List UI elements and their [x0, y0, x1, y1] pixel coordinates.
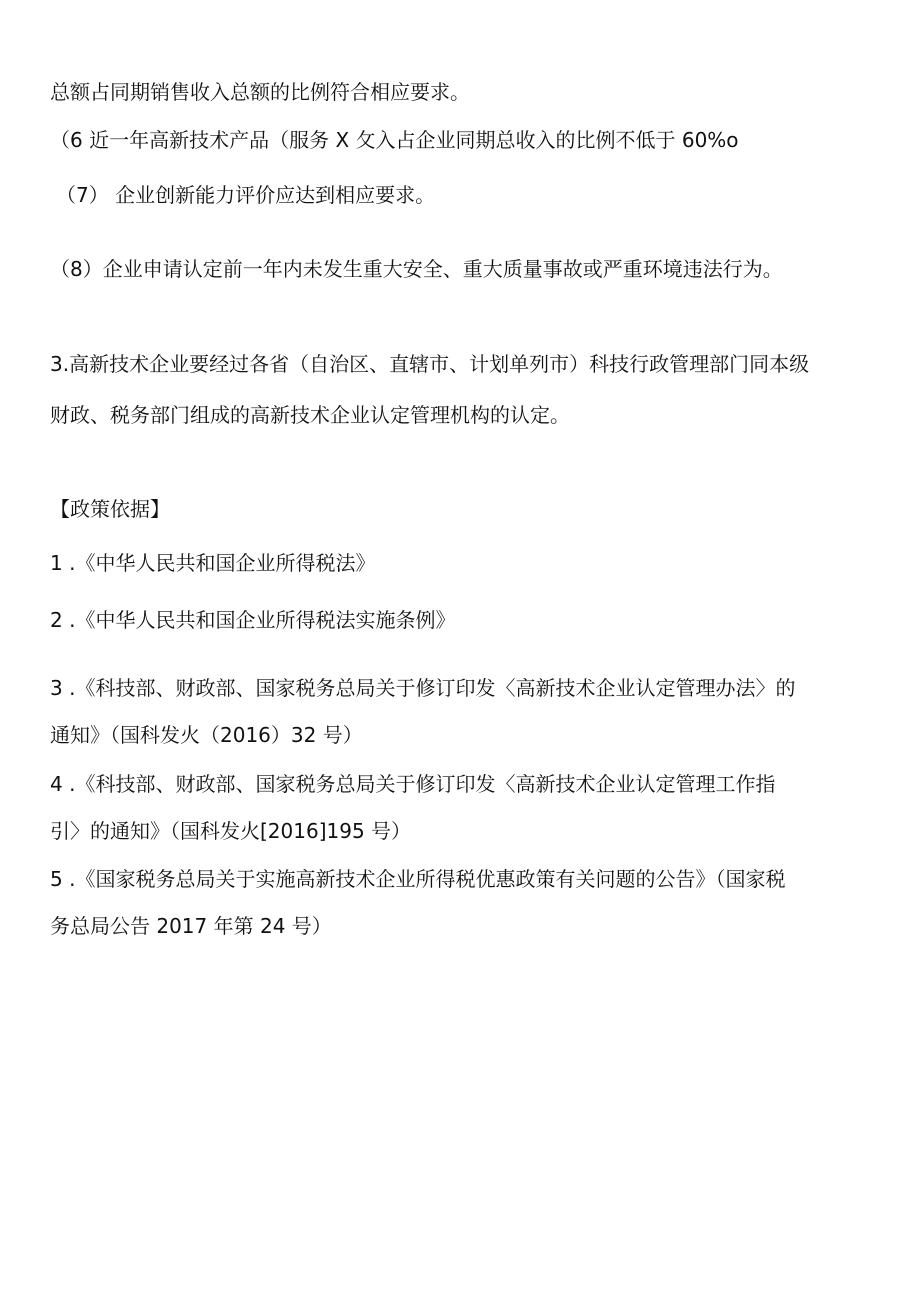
policy-item-3-line-1: 3 .《科技部、财政部、国家税务总局关于修订印发〈高新技术企业认定管理办法〉的 — [50, 676, 796, 700]
policy-item-4-line-2: 引〉的通知》（国科发火[2016]195 号） — [50, 819, 412, 843]
requirement-continuation: 总额占同期销售收入总额的比例符合相应要求。 — [50, 80, 470, 104]
policy-item-5-line-1: 5 .《国家税务总局关于实施高新技术企业所得税优惠政策有关问题的公告》（国家税 — [50, 867, 786, 891]
requirement-6: （6 近一年高新技术产品（服务 X 攵入占企业同期总收入的比例不低于 60%o — [50, 128, 739, 152]
policy-item-5-line-2: 务总局公告 2017 年第 24 号） — [50, 914, 332, 938]
policy-basis-heading: 【政策依据】 — [50, 497, 170, 521]
policy-item-4-line-1: 4 .《科技部、财政部、国家税务总局关于修订印发〈高新技术企业认定管理工作指 — [50, 772, 776, 796]
policy-item-1: 1 .《中华人民共和国企业所得税法》 — [50, 551, 376, 575]
policy-item-2: 2 .《中华人民共和国企业所得税法实施条例》 — [50, 608, 456, 632]
item-3-line-1: 3.高新技术企业要经过各省（自治区、直辖市、计划单列市）科技行政管理部门同本级 — [50, 352, 810, 376]
requirement-8: （8）企业申请认定前一年内未发生重大安全、重大质量事故或严重环境违法行为。 — [50, 257, 783, 281]
item-3-line-2: 财政、税务部门组成的高新技术企业认定管理机构的认定。 — [50, 403, 570, 427]
policy-item-3-line-2: 通知》（国科发火（2016）32 号） — [50, 723, 363, 747]
requirement-7: （7） 企业创新能力评价应达到相应要求。 — [56, 183, 436, 207]
